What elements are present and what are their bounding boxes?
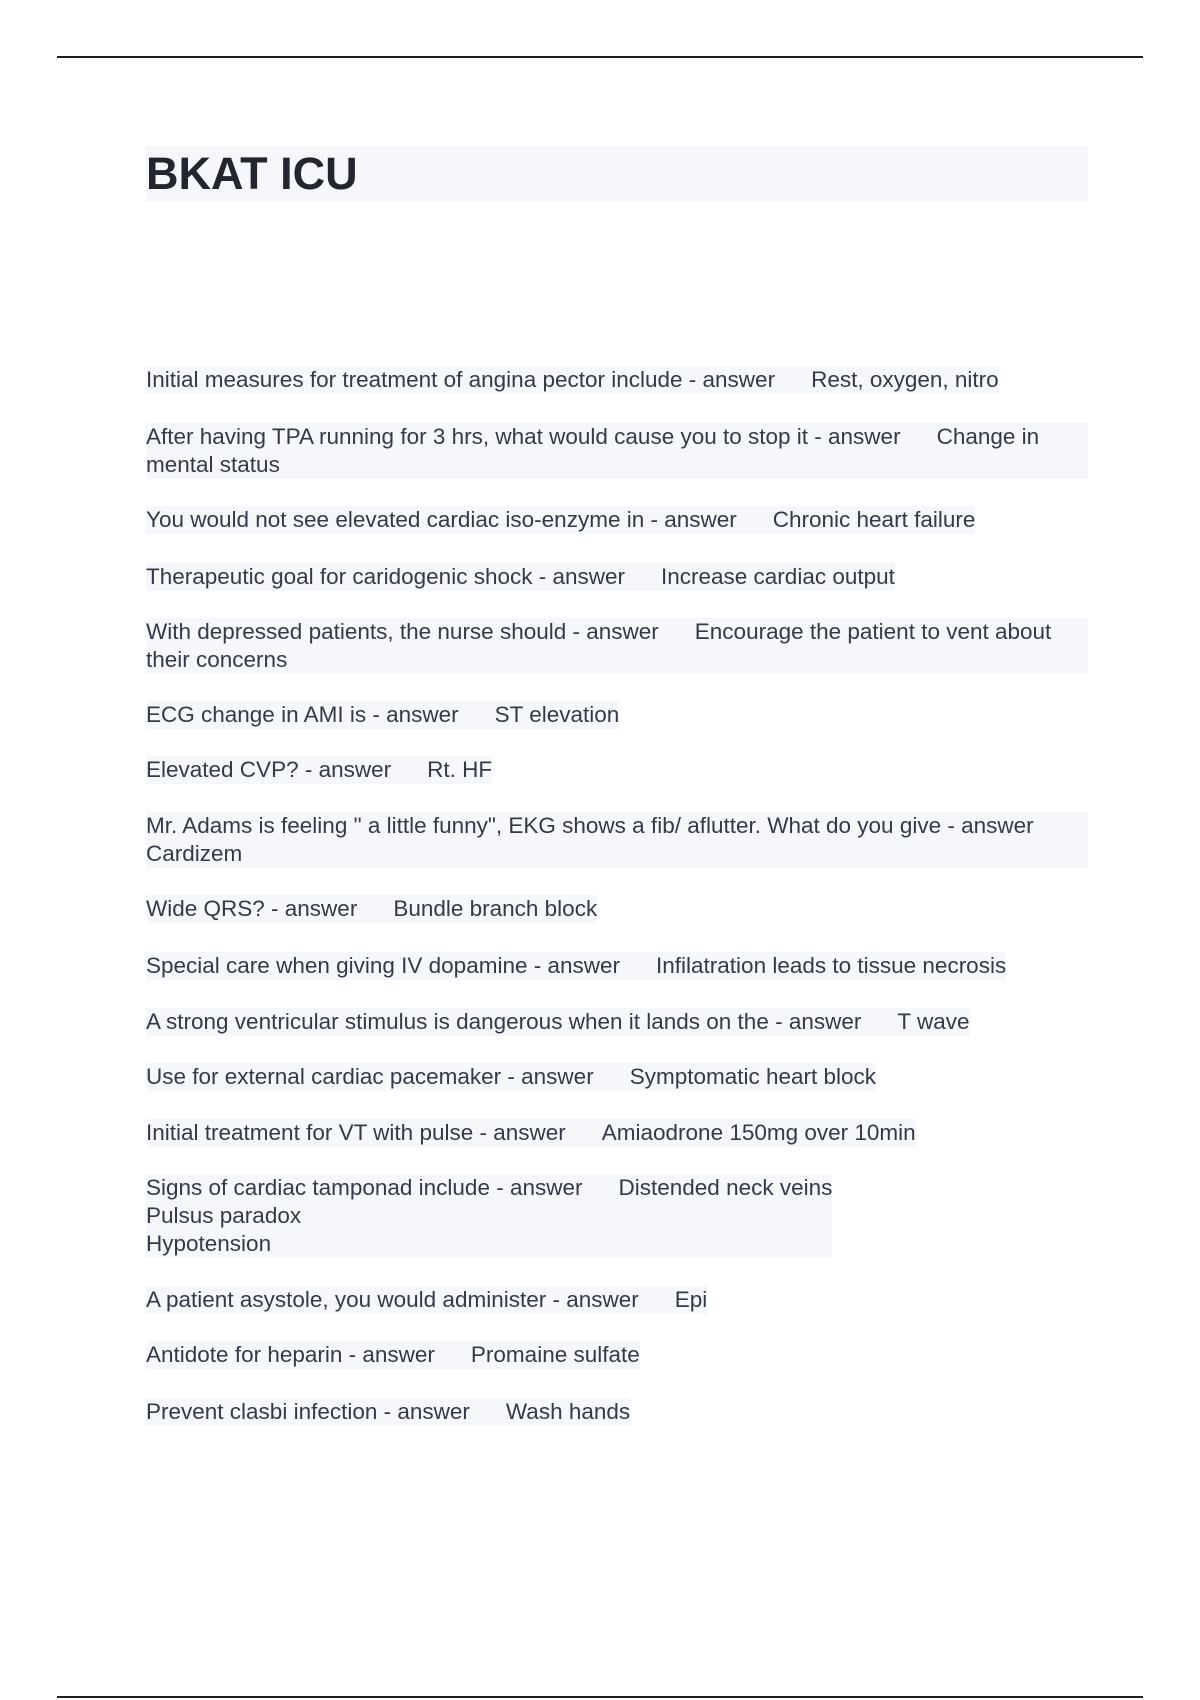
bottom-rule: [57, 1696, 1143, 1698]
qa-item: [146, 423, 1088, 479]
answer-text: Encourage the patient to vent about their concerns: [146, 619, 1058, 672]
answer-text: T wave: [897, 1009, 970, 1034]
answer-text: Infilatration leads to tissue necrosis: [656, 953, 1007, 978]
answer-text: Bundle branch block: [393, 896, 598, 921]
answer-text: Amiaodrone 150mg over 10min: [601, 1120, 916, 1145]
qa-item: [146, 895, 597, 923]
answer-text: Rt. HF: [427, 757, 493, 782]
answer-text: Wash hands: [505, 1399, 631, 1424]
qa-row: [146, 618, 1088, 674]
qa-row: [146, 812, 1088, 868]
qa-item: [146, 366, 999, 394]
qa-row: [146, 895, 1088, 923]
qa-item: [146, 1341, 640, 1369]
page-title: BKAT ICU: [146, 148, 358, 199]
question-text: After having TPA running for 3 hrs, what would cause you to stop it - answer: [146, 424, 901, 449]
question-text: A patient asystole, you would administer - answer: [146, 1287, 639, 1312]
top-rule: [57, 56, 1143, 58]
qa-item: [146, 701, 619, 729]
qa-item: [146, 1398, 630, 1426]
answer-text: Change in mental status: [146, 424, 1046, 477]
answer-text: Increase cardiac output: [661, 564, 895, 589]
qa-item: [146, 1119, 916, 1147]
qa-item: [146, 1286, 707, 1314]
question-text: ECG change in AMI is - answer: [146, 702, 459, 727]
answer-text: Symptomatic heart block: [629, 1064, 877, 1089]
qa-row: [146, 1398, 1088, 1426]
answer-text: Chronic heart failure: [772, 507, 976, 532]
question-text: Therapeutic goal for caridogenic shock - answer: [146, 564, 625, 589]
question-text: Elevated CVP? - answer: [146, 757, 392, 782]
question-text: A strong ventricular stimulus is dangerous when it lands on the - answer: [146, 1009, 862, 1034]
qa-item: [146, 563, 895, 591]
answer-text: Rest, oxygen, nitro: [811, 367, 999, 392]
question-text: With depressed patients, the nurse should - answer: [146, 619, 659, 644]
question-text: You would not see elevated cardiac iso-enzyme in - answer: [146, 507, 737, 532]
question-text: Initial treatment for VT with pulse - answer: [146, 1120, 566, 1145]
qa-row: [146, 1008, 1088, 1036]
qa-row: [146, 952, 1088, 980]
qa-item: [146, 1008, 970, 1036]
qa-item: [146, 756, 492, 784]
qa-row: [146, 563, 1088, 591]
qa-row: [146, 756, 1088, 784]
qa-row: [146, 366, 1088, 394]
question-text: Prevent clasbi infection - answer: [146, 1399, 470, 1424]
qa-row: [146, 423, 1088, 479]
question-text: Signs of cardiac tamponad include - answer: [146, 1175, 583, 1200]
qa-row: [146, 506, 1088, 534]
qa-item: [146, 812, 1088, 868]
question-text: Wide QRS? - answer: [146, 896, 358, 921]
question-text: Antidote for heparin - answer: [146, 1342, 435, 1367]
qa-row: [146, 1174, 1088, 1258]
qa-list: [146, 366, 1088, 1426]
question-text: Mr. Adams is feeling " a little funny", EKG shows a fib/ aflutter. What do you give - answer: [146, 813, 1034, 838]
qa-row: [146, 1286, 1088, 1314]
qa-row: [146, 1119, 1088, 1147]
qa-row: [146, 701, 1088, 729]
qa-item: [146, 1174, 832, 1258]
question-text: Special care when giving IV dopamine - answer: [146, 953, 621, 978]
answer-text: ST elevation: [494, 702, 620, 727]
question-text: Initial measures for treatment of angina pector include - answer: [146, 367, 776, 392]
qa-row: [146, 1063, 1088, 1091]
answer-text: Cardizem: [146, 841, 243, 866]
answer-text: Epi: [674, 1287, 708, 1312]
qa-row: [146, 1341, 1088, 1369]
qa-item: [146, 506, 975, 534]
title-block: [146, 146, 1088, 202]
question-text: Use for external cardiac pacemaker - answer: [146, 1064, 594, 1089]
qa-item: [146, 952, 1006, 980]
qa-item: [146, 618, 1088, 674]
answer-text: Promaine sulfate: [470, 1342, 640, 1367]
qa-item: [146, 1063, 876, 1091]
answer-text: Distended neck veins Pulsus paradox Hypotension: [146, 1175, 833, 1256]
